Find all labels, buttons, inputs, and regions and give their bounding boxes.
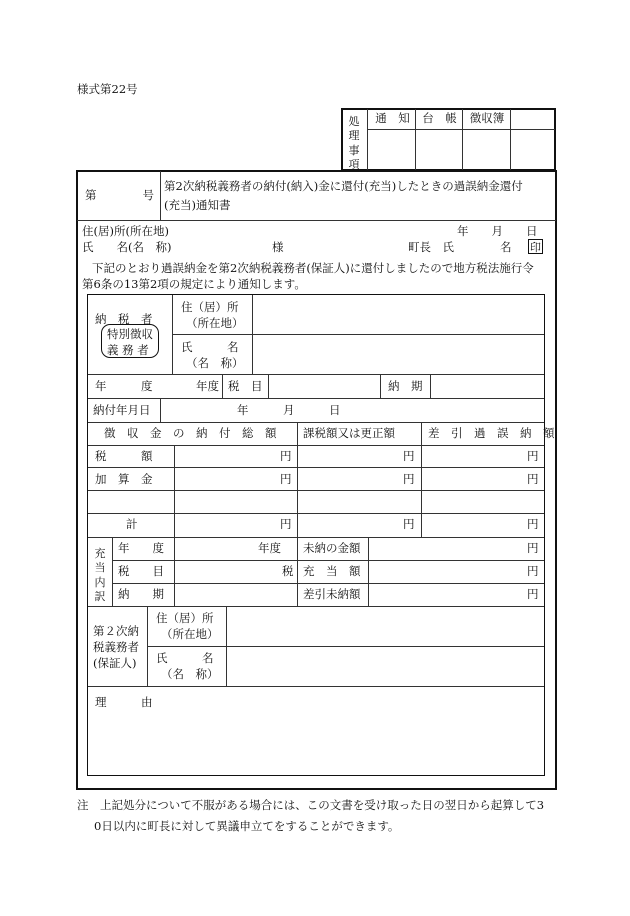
addition-label: 加 算 金: [95, 472, 153, 486]
yen-unit: 円: [527, 517, 539, 531]
secondary-label-line3: (保証人): [93, 656, 137, 670]
yen-unit: 円: [527, 472, 539, 486]
note-line2: 0日以内に町長に対して異議申立てをすることができます。: [94, 819, 400, 833]
allocation-label: 充当内訳: [94, 547, 106, 603]
period-label: 納 期: [388, 379, 423, 393]
date-label: 年 月 日: [457, 224, 538, 238]
secondary-address-label: 住（居）所: [156, 611, 214, 625]
yen-unit: 円: [527, 587, 539, 601]
payment-date-value: 年 月 日: [237, 403, 341, 417]
payment-date-label: 納付年月日: [93, 403, 151, 417]
yen-unit: 円: [403, 472, 415, 486]
title-line1: 第2次納税義務者の納付(納入)金に還付(充当)したときの過誤納金還付: [164, 179, 523, 193]
header-overpaid: 差 引 過 誤 納 額: [428, 426, 555, 440]
secondary-name-sub: （名 称）: [161, 667, 219, 681]
year-label: 年 度: [95, 379, 153, 393]
remaining-unpaid-label: 差引未納額: [303, 587, 361, 601]
obligor-label: 義 務 者: [107, 343, 149, 357]
taxpayer-name-label: 氏 名: [181, 340, 239, 354]
taxpayer-address-label: 住（居）所: [181, 300, 239, 314]
header-assessed: 課税額又は更正額: [303, 426, 395, 440]
reason-label: 理 由: [95, 695, 153, 709]
yen-unit: 円: [280, 472, 292, 486]
applied-amount-label: 充 当 額: [303, 564, 361, 578]
yen-unit: 円: [403, 449, 415, 463]
secondary-address-sub: （所在地）: [161, 627, 219, 641]
details-table: [87, 294, 545, 776]
mayor-label: 町長 氏 名: [408, 240, 512, 254]
nendo-label: 年度: [196, 379, 219, 393]
form-number: 様式第22号: [77, 82, 138, 96]
secondary-name-label: 氏 名: [156, 651, 214, 665]
unpaid-amount-label: 未納の金額: [303, 541, 361, 555]
yen-unit: 円: [527, 449, 539, 463]
tax-item-label: 税 目: [228, 379, 263, 393]
allocation-zei-label: 税: [282, 564, 294, 578]
header-total-paid: 徴 収 金 の 納 付 総 額: [104, 426, 277, 440]
yen-unit: 円: [403, 517, 415, 531]
sama-label: 様: [272, 240, 284, 254]
taxpayer-address-sub: （所在地）: [186, 316, 244, 330]
secondary-label-line2: 税義務者: [93, 640, 139, 654]
yen-unit: 円: [527, 564, 539, 578]
taxpayer-label: 納 税 者: [95, 312, 153, 326]
taxpayer-name-sub: （名 称）: [186, 356, 244, 370]
processing-label: 処理事項: [348, 115, 360, 171]
intro-line2: 第6条の13第2項の規定により通知します。: [82, 277, 306, 291]
processing-col-collection: 徴収簿: [469, 111, 505, 125]
note-line1: 注 上記処分について不服がある場合には、この文書を受け取った日の翌日から起算して3: [77, 798, 545, 812]
allocation-tax-item-label: 税 目: [118, 564, 164, 578]
yen-unit: 円: [280, 517, 292, 531]
address-label: 住(居)所(所在地): [82, 224, 169, 238]
total-label: 計: [126, 517, 138, 531]
intro-line1: 下記のとおり過誤納金を第2次納税義務者(保証人)に還付しましたので地方税法施行令: [92, 261, 534, 275]
processing-col-notice: 通 知: [375, 111, 410, 125]
secondary-label-line1: 第２次納: [93, 624, 139, 638]
tax-amount-label: 税 額: [95, 449, 153, 463]
allocation-nendo-label: 年度: [258, 541, 281, 555]
allocation-period-label: 納 期: [118, 587, 164, 601]
special-collection-label: 特別徴収: [107, 327, 153, 341]
name-label: 氏 名(名 称): [82, 240, 172, 254]
yen-unit: 円: [527, 541, 539, 555]
allocation-year-label: 年 度: [118, 541, 164, 555]
processing-col-ledger: 台 帳: [422, 111, 457, 125]
number-label: 第 号: [85, 188, 154, 202]
yen-unit: 円: [280, 449, 292, 463]
title-line2: (充当)通知書: [164, 198, 231, 212]
seal-mark: 印: [530, 240, 541, 254]
